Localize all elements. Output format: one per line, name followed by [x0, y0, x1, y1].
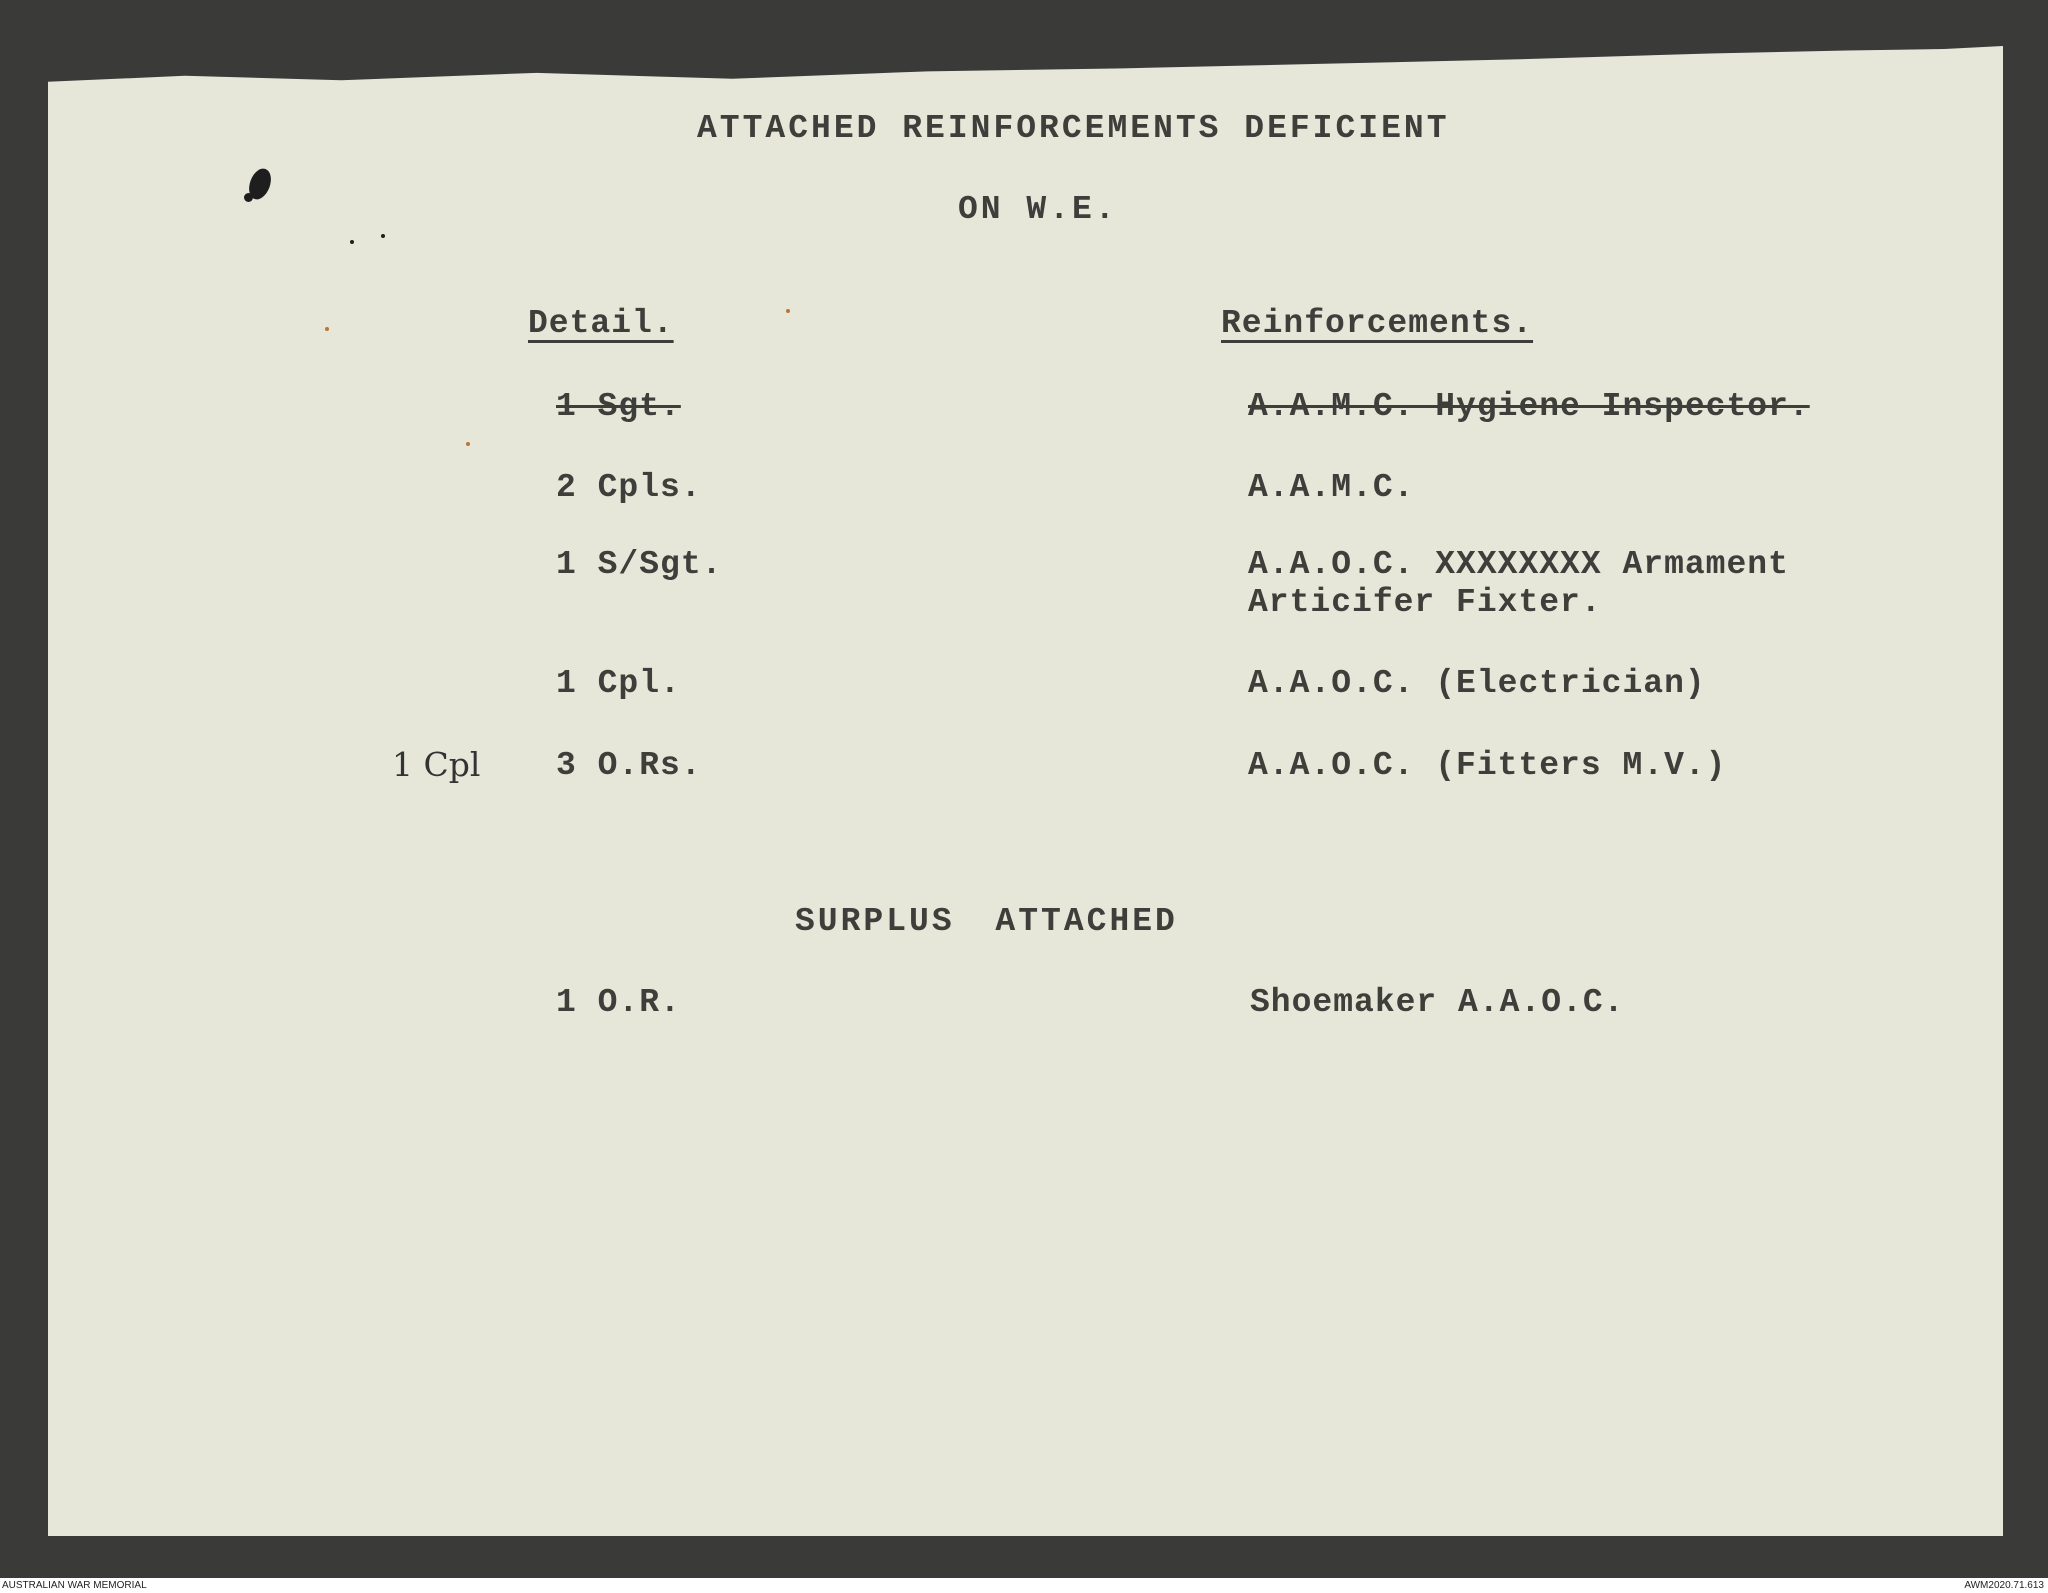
row-reinforcement: A.A.O.C. (Fitters M.V.) — [1248, 747, 1727, 784]
document-title: ATTACHED REINFORCEMENTS DEFICIENT — [697, 110, 1450, 147]
ink-speck — [381, 234, 385, 238]
row-reinforcement: A.A.O.C. (Electrician) — [1248, 665, 1706, 702]
row-detail: 1 Cpl. — [556, 665, 681, 702]
column-header-reinforcements: Reinforcements. — [1221, 305, 1534, 342]
surplus-heading: SURPLUS ATTACHED — [795, 903, 1178, 940]
paper-speck — [466, 442, 470, 446]
surplus-reinforcement: Shoemaker A.A.O.C. — [1250, 984, 1625, 1021]
document-page — [48, 46, 2003, 1536]
handwritten-annotation: 1 Cpl — [392, 745, 481, 784]
footer-accession-number: AWM2020.71.613 — [1964, 1580, 2044, 1591]
ink-speck — [350, 240, 354, 244]
row-reinforcement: A.A.M.C. Hygiene Inspector. — [1248, 388, 1810, 425]
column-header-detail: Detail. — [528, 305, 674, 342]
footer-credit: AUSTRALIAN WAR MEMORIAL — [2, 1580, 147, 1591]
surplus-detail: 1 O.R. — [556, 984, 681, 1021]
paper-speck — [786, 309, 790, 313]
row-detail: 3 O.Rs. — [556, 747, 702, 784]
paper-speck — [325, 327, 329, 331]
row-detail: 2 Cpls. — [556, 469, 702, 506]
row-detail: 1 S/Sgt. — [556, 546, 723, 583]
row-reinforcement-line1: A.A.O.C. XXXXXXXX Armament — [1248, 546, 1789, 583]
ink-blot — [244, 193, 253, 202]
row-reinforcement: A.A.M.C. — [1248, 469, 1415, 506]
row-detail: 1 Sgt. — [556, 388, 681, 425]
document-subtitle: ON W.E. — [958, 191, 1118, 228]
row-reinforcement-line2: Articifer Fixter. — [1248, 584, 1602, 621]
